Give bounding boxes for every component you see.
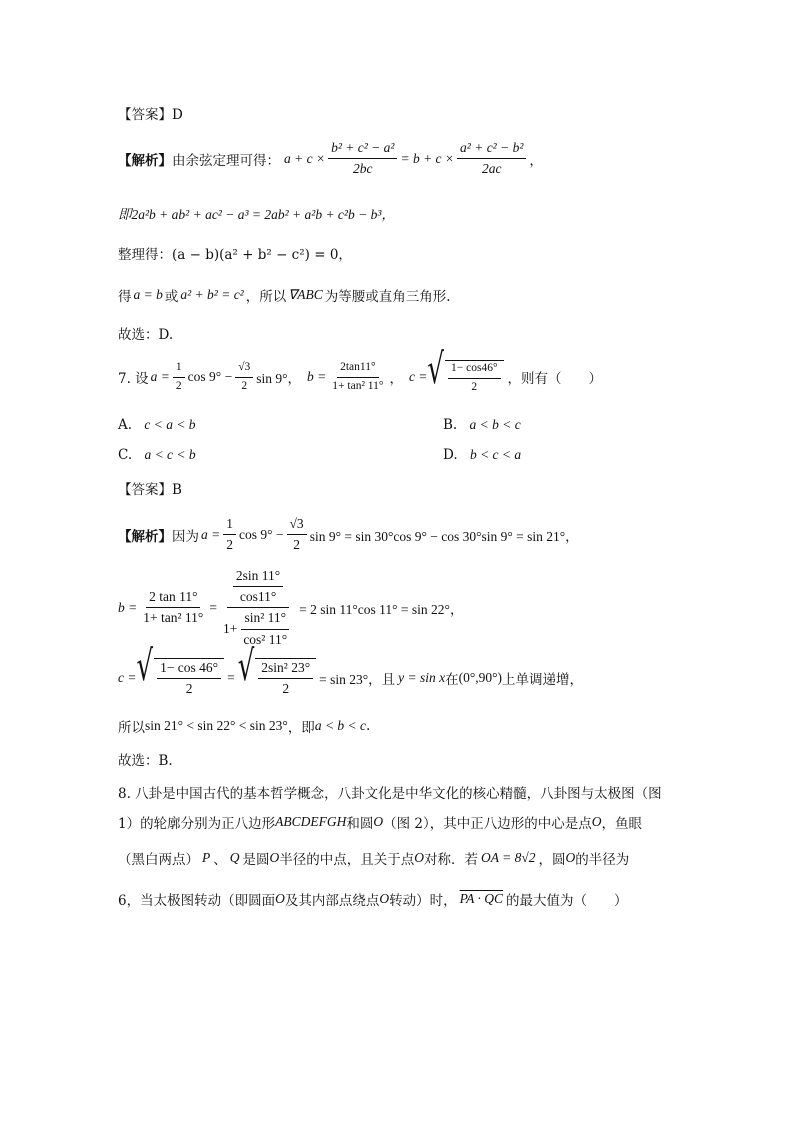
fraction-den: 2 (185, 681, 193, 697)
fraction-num: √3 (287, 516, 307, 535)
text: 及其内部点绕点 (284, 893, 380, 909)
math: sin 9° = sin 30°cos 9° − cos 30°sin 9° = sin 21°， (309, 528, 579, 544)
fraction-num: 2tan11° (337, 361, 378, 378)
option-text: a < c < b (144, 447, 196, 462)
expr: a + c × (284, 150, 326, 166)
text: 、 (213, 852, 227, 868)
fraction (287, 516, 307, 553)
solution-label: 【解析】 (118, 528, 172, 545)
fraction (258, 660, 313, 697)
fraction-num: sin² 11° (241, 610, 289, 629)
math: = sin 23°，且 (319, 671, 396, 687)
math: O (373, 814, 384, 829)
fraction-den: 1+ tan² 11° (332, 379, 384, 392)
math: c = (118, 669, 137, 685)
math: c = (408, 369, 428, 385)
math: cos 9° − (239, 526, 284, 542)
text: 因为 (172, 528, 199, 545)
question-8-line-2 (118, 812, 642, 832)
text: 得 (118, 289, 132, 305)
math: O (379, 891, 390, 906)
sqrt (237, 642, 316, 697)
math: O (565, 850, 576, 865)
solution-1-end (118, 323, 173, 343)
math: sin 9°， (256, 371, 302, 387)
text: （黑白两点） (118, 852, 199, 868)
question-8-line-3 (118, 848, 629, 868)
math: sin 21° < sin 22° < sin 23° (145, 718, 288, 733)
text: ，即 (287, 720, 315, 736)
punct: ， (529, 152, 543, 169)
text: 6，当太极图转动（即圆面 (118, 893, 276, 909)
fraction-den: 2bc (353, 161, 373, 177)
answer-label: 【答案】B (118, 482, 182, 498)
solution-lead: 由余弦定理可得： (172, 152, 280, 169)
math: y = sin x (398, 669, 446, 685)
math: = (227, 669, 235, 685)
text: 的半径为 (575, 852, 630, 868)
punct: ，则有（ ） (507, 371, 603, 388)
fraction-den: 2 (175, 379, 182, 392)
math: 1+ (222, 620, 238, 636)
solution-2-line-3 (118, 642, 584, 697)
fraction (457, 140, 526, 177)
answer-label: 【答案】D (118, 107, 183, 123)
math: a < b < c (314, 718, 367, 733)
text: 对称．若 (424, 852, 478, 868)
fraction (173, 361, 185, 394)
fraction (140, 589, 206, 626)
math: P (202, 850, 211, 865)
fraction (448, 362, 501, 395)
fraction-den: 1+ tan² 11° (143, 610, 204, 626)
math: = 2 sin 11°cos 11° = sin 22°， (299, 601, 464, 617)
fraction-den: cos² 11° (243, 631, 288, 647)
equation: 即2a²b + ab² + ac² − a³ = 2ab² + a²b + c²b − b³， (118, 207, 395, 222)
text: 转动）时， (389, 893, 457, 909)
option-d[interactable] (443, 447, 521, 463)
text: 或 (164, 289, 179, 305)
option-c[interactable] (118, 447, 196, 463)
fraction-den: 2 (293, 537, 300, 553)
equation: 整理得：(a − b)(a² + b² − c²) = 0， (118, 247, 352, 263)
solution-1-line-1 (118, 140, 543, 177)
math: OA = 8√2 (481, 850, 536, 865)
option-text: b < c < a (469, 447, 522, 462)
text: 半径的中点，且关于点 (279, 852, 415, 868)
fraction-den: 2 (471, 380, 478, 393)
math: b = (307, 369, 327, 385)
fraction-den: cos11° (239, 589, 277, 605)
solution-1-line-3 (118, 243, 352, 263)
option-label: C. (118, 447, 133, 463)
math: (0°,90°) (458, 669, 503, 685)
math: cos 9° − (187, 369, 233, 385)
math: a = (150, 369, 170, 385)
question-text: 8. 八卦是中国古代的基本哲学概念，八卦文化是中华文化的核心精髓，八卦图与太极图（图 (118, 786, 662, 802)
fraction-den: 2 (282, 681, 290, 697)
math: a = (201, 526, 221, 542)
option-label: B. (443, 417, 458, 433)
fraction-num: 1− cos 46° (157, 660, 221, 679)
complex-num (227, 568, 289, 608)
fraction (223, 516, 236, 553)
fraction (235, 361, 253, 394)
radical-icon: √ (136, 642, 154, 691)
fraction-num: 2sin² 23° (258, 660, 313, 679)
conclusion: 故选：D. (118, 327, 174, 343)
fraction-num: 1 (223, 516, 236, 535)
math: ABCDEFGH (275, 814, 347, 829)
radical-icon: √ (427, 346, 444, 395)
text: 所以 (118, 720, 145, 736)
complex-fraction (220, 568, 296, 648)
math: ∇ABC (288, 287, 323, 302)
fraction (233, 568, 283, 605)
fraction-num: b² + c² − a² (328, 140, 397, 159)
option-text: c < a < b (144, 417, 196, 432)
option-label: D. (443, 447, 458, 463)
fraction (157, 660, 221, 697)
option-text: a < b < c (469, 417, 521, 432)
solution-2-line-2 (118, 568, 463, 648)
sqrt (427, 346, 503, 395)
fraction-num: 1 (173, 361, 185, 378)
fraction-num: 2 tan 11° (146, 589, 200, 608)
text: ，鱼眼 (601, 816, 642, 832)
math: Q (229, 850, 240, 865)
solution-1-line-2 (118, 203, 395, 223)
fraction-num: 2sin 11° (233, 568, 283, 587)
fraction-num: 1− cos46° (448, 362, 501, 379)
fraction (329, 361, 386, 394)
solution-1-line-4 (118, 285, 451, 305)
solution-2-line-1 (118, 516, 579, 553)
option-b[interactable] (443, 417, 521, 433)
math: b = (118, 599, 138, 615)
math: a = b (133, 287, 163, 302)
text: 上单调递增， (502, 671, 584, 688)
question-8-line-4 (118, 889, 627, 909)
fraction-den: 2 (226, 537, 233, 553)
punct: ， (389, 371, 403, 388)
text: （图 2），其中正八边形的中心是点 (383, 816, 592, 832)
fraction-num: √3 (235, 361, 253, 378)
text: 1）的轮廓分别为正八边形 (118, 816, 276, 832)
fraction-den: 2ac (481, 161, 502, 177)
answer-line-2 (118, 478, 182, 498)
question-7 (118, 346, 603, 395)
text: 是圆 (242, 852, 270, 868)
answer-line-1 (118, 103, 183, 123)
text: . (366, 718, 371, 734)
text: 为等腰或直角三角形. (324, 289, 451, 305)
question-8-line-1 (118, 782, 662, 802)
vector-expr: PA · QC (459, 891, 503, 906)
text: ，所以 (245, 289, 287, 305)
complex-den (220, 608, 296, 647)
math: O (275, 891, 285, 906)
math: O (591, 814, 602, 829)
question-number: 7. 设 (118, 371, 149, 388)
text: 在 (445, 671, 459, 688)
solution-label: 【解析】 (118, 152, 172, 169)
fraction (328, 140, 397, 177)
text: 和圆 (346, 816, 374, 832)
conclusion: 故选：B. (118, 753, 173, 769)
expr: = b + c × (400, 150, 455, 166)
option-label: A. (118, 417, 133, 433)
fraction-num: a² + c² − b² (457, 140, 526, 159)
math: = (209, 599, 217, 615)
text: 的最大值为（ ） (505, 893, 628, 909)
fraction-den: 2 (241, 379, 248, 392)
solution-2-line-4 (118, 716, 370, 736)
text: ，圆 (538, 852, 566, 868)
solution-2-end (118, 749, 173, 769)
radical-icon: √ (237, 642, 255, 691)
math: a² + b² = c² (180, 287, 244, 302)
math: O (414, 850, 424, 865)
option-a[interactable] (118, 417, 196, 433)
sqrt (136, 642, 224, 697)
math: O (269, 850, 280, 865)
